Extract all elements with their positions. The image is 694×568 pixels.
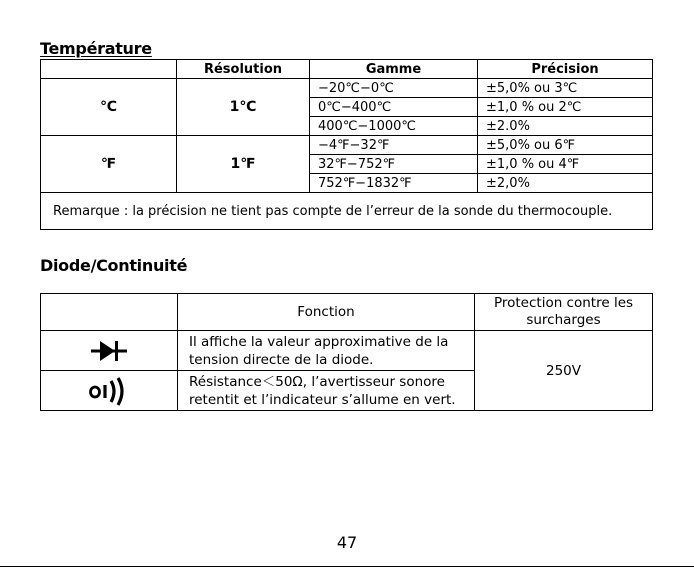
table-row xyxy=(41,136,653,155)
icon-cell xyxy=(41,371,178,411)
header-protection: Protection contre les surcharges xyxy=(475,294,653,331)
diode-title: Diode/Continuité xyxy=(40,256,188,275)
range-cell: −4℉−32℉ xyxy=(310,136,478,155)
table-header-row xyxy=(41,294,653,331)
celsius-resolution: 1℃ xyxy=(177,79,310,136)
accuracy-cell: ±5,0% ou 3℃ xyxy=(478,79,653,98)
bottom-divider xyxy=(0,566,694,567)
table-header-row xyxy=(41,60,653,79)
accuracy-note: Remarque : la précision ne tient pas compte de l’erreur de la sonde du thermocouple. xyxy=(41,193,653,230)
header-empty xyxy=(41,294,178,331)
protection-value: 250V xyxy=(475,331,653,411)
table-row xyxy=(41,79,653,98)
header-range: Gamme xyxy=(310,60,478,79)
celsius-unit: ℃ xyxy=(41,79,177,136)
range-cell: 752℉−1832℉ xyxy=(310,174,478,193)
diode-icon xyxy=(91,339,127,363)
header-function: Fonction xyxy=(178,294,475,331)
diode-table xyxy=(40,293,653,411)
temperature-title: Température xyxy=(40,39,152,58)
header-empty xyxy=(41,60,177,79)
range-cell: −20℃−0℃ xyxy=(310,79,478,98)
temperature-table xyxy=(40,59,653,230)
function-description: Résistance＜50Ω, l’avertisseur sonore retentit et l’indicateur s’allume en vert. xyxy=(178,371,475,411)
fahrenheit-unit: ℉ xyxy=(41,136,177,193)
continuity-beeper-icon xyxy=(88,375,130,407)
note-row xyxy=(41,193,653,230)
page-number: 47 xyxy=(336,533,358,552)
fahrenheit-resolution: 1℉ xyxy=(177,136,310,193)
range-cell: 0℃−400℃ xyxy=(310,98,478,117)
accuracy-cell: ±1,0 % ou 4℉ xyxy=(478,155,653,174)
header-resolution: Résolution xyxy=(177,60,310,79)
table-row xyxy=(41,331,653,371)
accuracy-cell: ±1,0 % ou 2℃ xyxy=(478,98,653,117)
icon-cell xyxy=(41,331,178,371)
accuracy-cell: ±5,0% ou 6℉ xyxy=(478,136,653,155)
range-cell: 32℉−752℉ xyxy=(310,155,478,174)
accuracy-cell: ±2.0% xyxy=(478,117,653,136)
header-accuracy: Précision xyxy=(478,60,653,79)
accuracy-cell: ±2,0% xyxy=(478,174,653,193)
range-cell: 400℃−1000℃ xyxy=(310,117,478,136)
function-description: Il affiche la valeur approximative de la tension directe de la diode. xyxy=(178,331,475,371)
